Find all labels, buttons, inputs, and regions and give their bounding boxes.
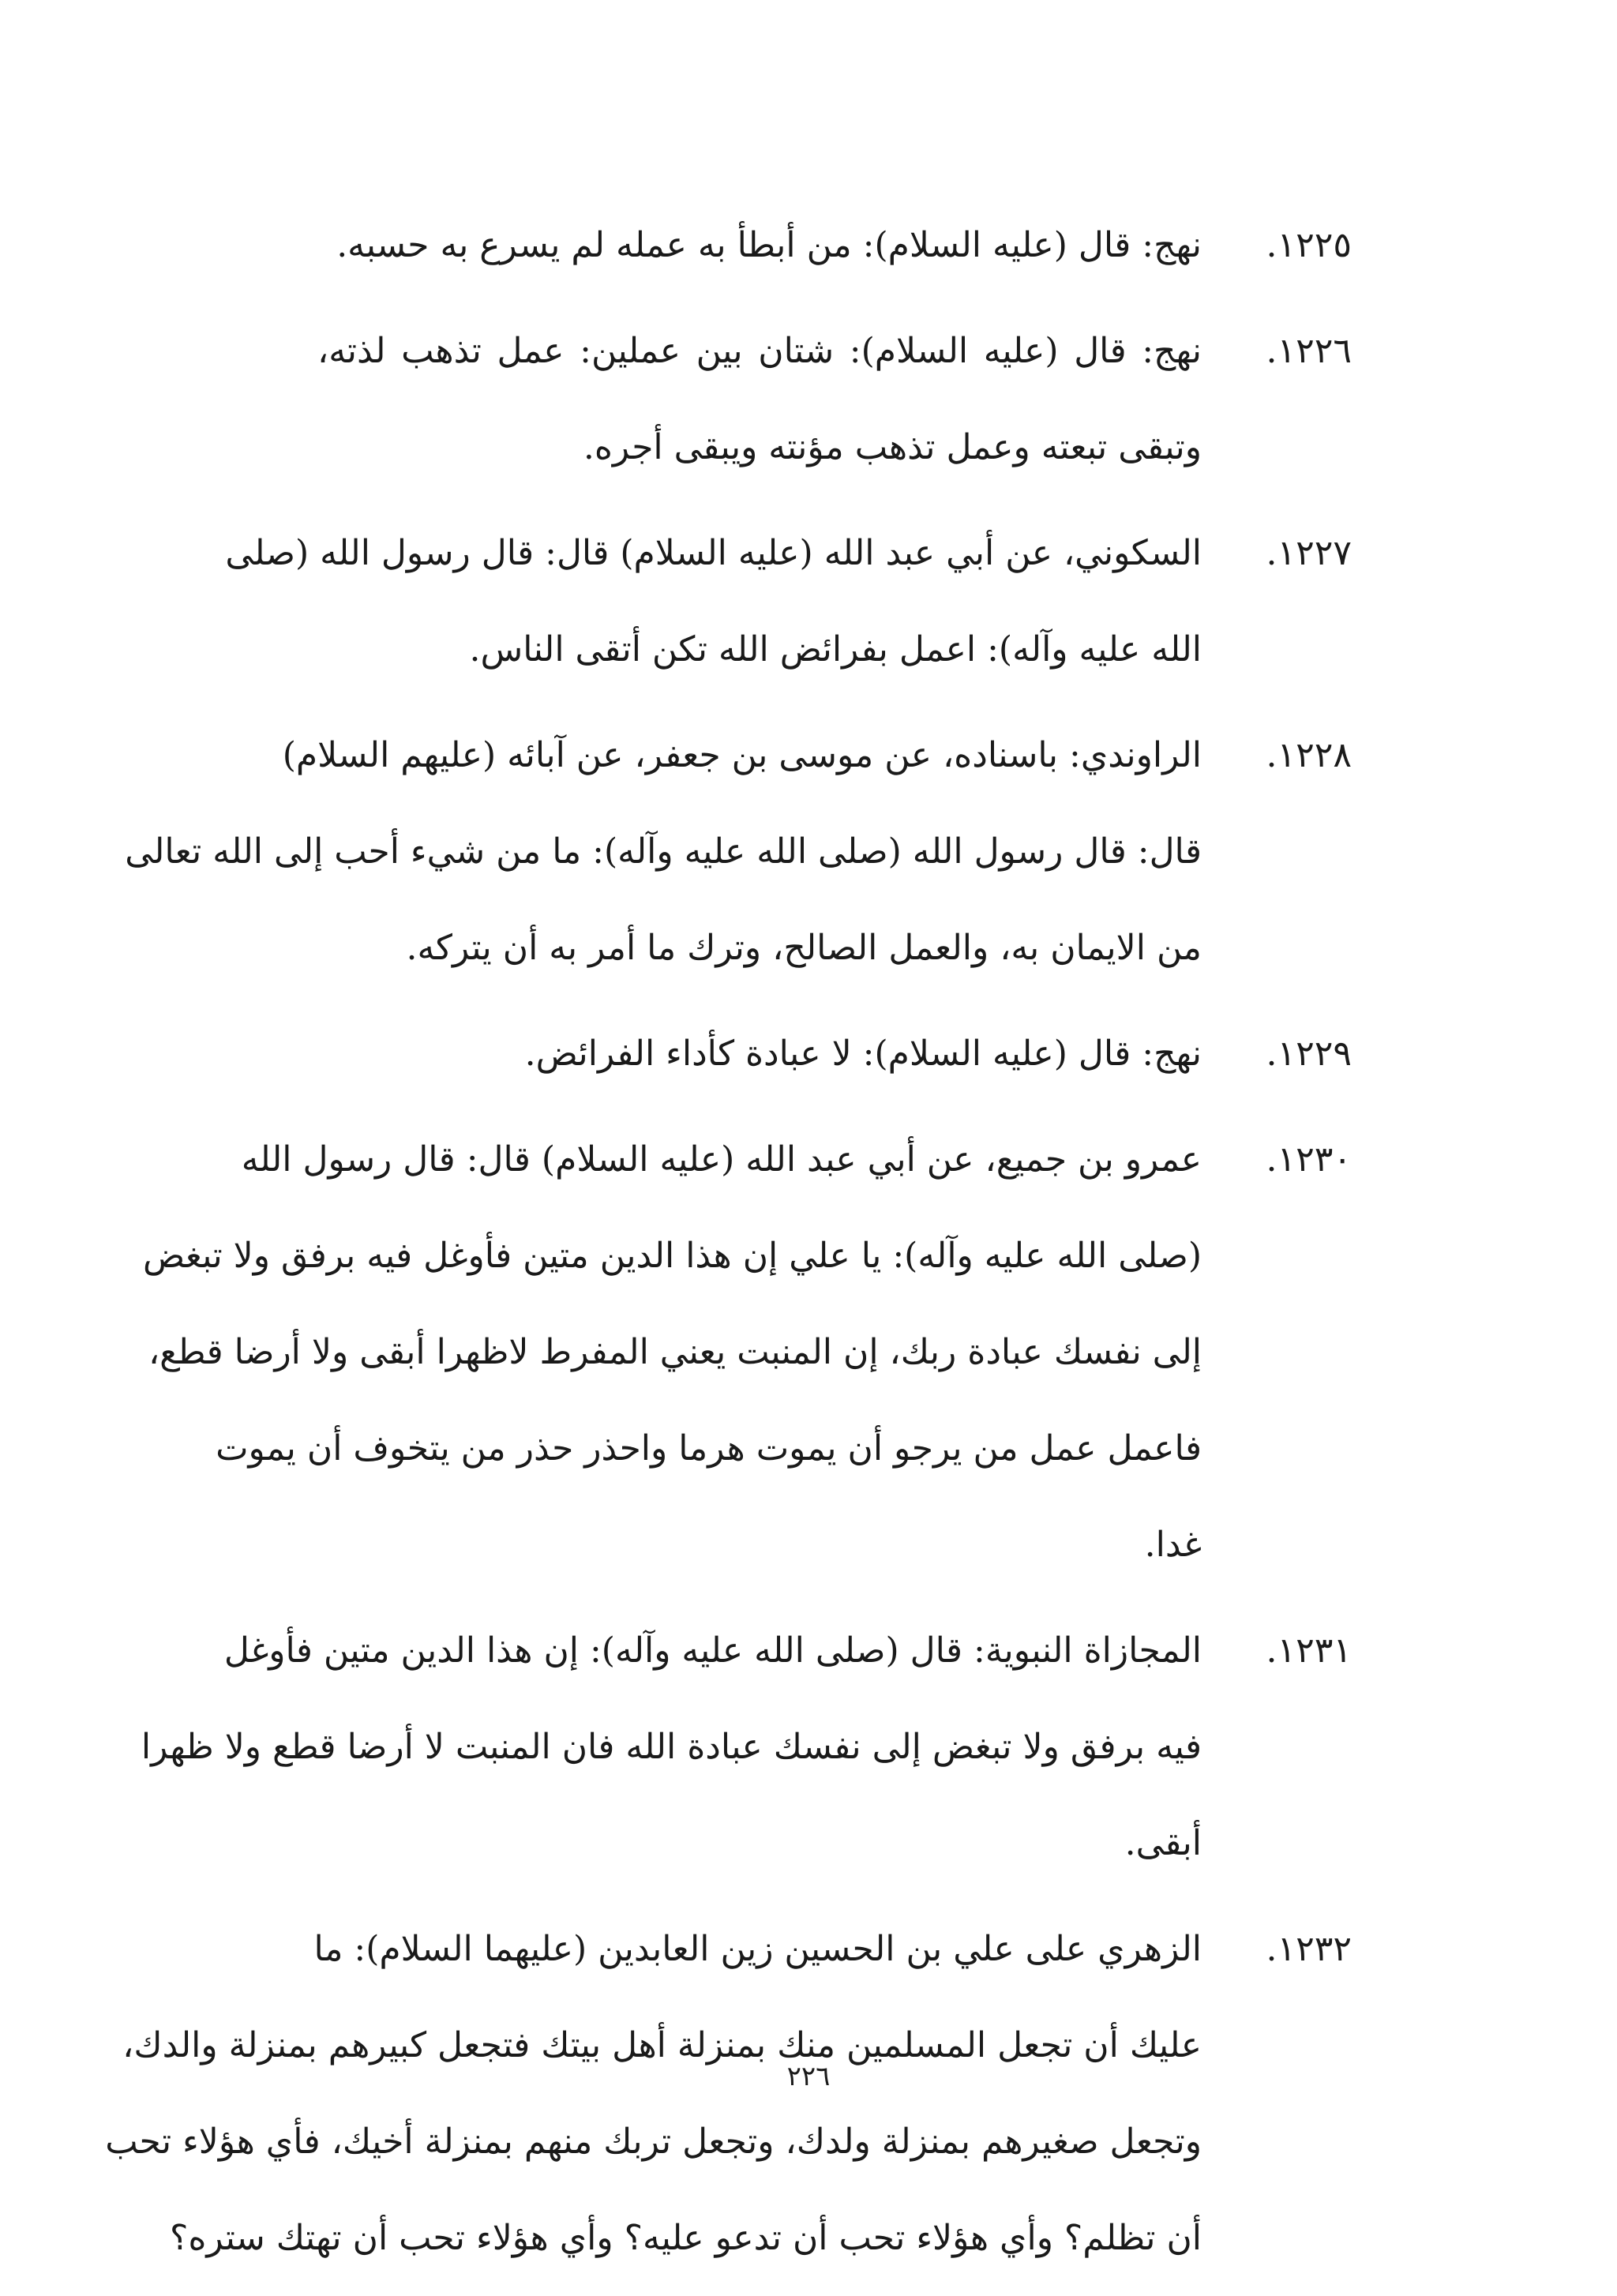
entry-continuation-line: أبقى. [1124,1823,1202,1863]
entry-1230 [143,1112,1352,1593]
entry-first-line [223,1603,1352,1699]
entry-text: الراوندي: باسناده، عن موسى بن جعفر، عن آبائه (عليهم السلام) [282,735,1202,775]
entry-number: ١٢٢٩. [1266,1034,1352,1074]
entry-1232 [105,1901,1352,2287]
entry-continuation-line: (صلى الله عليه وآله): يا علي إن هذا الدين متين فأوغل فيه برفق ولا تبغض [143,1236,1202,1276]
entry-1229 [317,1006,1352,1102]
entry-continuation-line: الله عليه وآله): اعمل بفرائض الله تكن أتقى الناس. [469,629,1202,670]
entry-continuation-line: وتجعل صغيرهم بمنزلة ولدك، وتجعل تربك منهم بمنزلة أخيك، فأي هؤلاء تحب [105,2122,1202,2162]
entry-text: نهج: قال (عليه السلام): من أبطأ به عمله لم يسرع به حسبه. [336,225,1202,265]
page-body [105,197,1352,2296]
entry-continuation-line: وتبقى تبعته وعمل تذهب مؤنته ويبقى أجره. [583,427,1202,467]
entry-continuation-line: فاعمل عمل من يرجو أن يموت هرما واحذر حذر من يتخوف أن يموت [216,1428,1202,1469]
entry-text: السكوني، عن أبي عبد الله (عليه السلام) قال: قال رسول الله (صلى [225,533,1202,573]
entry-first-line [241,1112,1352,1208]
entry-1225 [317,197,1352,294]
entry-first-line [282,707,1352,804]
entry-continuation-line: إلى نفسك عبادة ربك، إن المنبت يعني المفرط لاظهرا أبقى ولا أرضا قطع، [148,1332,1202,1372]
entry-number: ١٢٣٠. [1266,1139,1352,1180]
page-number: ٢٢٦ [786,2061,831,2092]
entry-number: ١٢٢٨. [1266,735,1352,775]
entry-1227 [225,505,1352,698]
entry-number: ١٢٢٥. [1266,225,1352,265]
entry-continuation-line: أن تظلم؟ وأي هؤلاء تحب أن تدعو عليه؟ وأي هؤلاء تحب أن تهتك ستره؟ [169,2218,1202,2258]
entry-text: عمرو بن جميع، عن أبي عبد الله (عليه السلام) قال: قال رسول الله [241,1139,1202,1180]
entry-text: نهج: قال (عليه السلام): لا عبادة كأداء الفرائض. [524,1034,1202,1074]
entry-number: ١٢٣١. [1266,1630,1352,1671]
entry-continuation-line: عليك أن تجعل المسلمين منك بمنزلة أهل بيتك فتجعل كبيرهم بمنزلة والدك، [122,2025,1202,2065]
entry-number: ١٢٢٧. [1266,533,1352,573]
entry-first-line [313,1901,1352,1998]
entry-continuation-line: قال: قال رسول الله (صلى الله عليه وآله): ما من شيء أحب إلى الله تعالى [125,831,1202,872]
entry-text: نهج: قال (عليه السلام): شتان بين عملين: عمل تذهب لذته، [317,331,1202,371]
entry-continuation-line: من الايمان به، والعمل الصالح، وترك ما أمر به أن يتركه. [406,928,1202,968]
entry-first-line [317,197,1352,294]
entry-number: ١٢٣٢. [1266,1929,1352,1969]
entry-text: الزهري على علي بن الحسين زين العابدين (عليهما السلام): ما [313,1929,1202,1969]
entry-1228 [125,707,1352,996]
entry-text: المجازاة النبوية: قال (صلى الله عليه وآله): إن هذا الدين متين فأوغل [223,1630,1202,1671]
entry-first-line [225,505,1352,602]
entry-continuation-line: غدا. [1144,1525,1202,1565]
entry-1231 [141,1603,1352,1892]
entry-number: ١٢٢٦. [1266,331,1352,371]
entry-1226 [317,303,1352,496]
entry-first-line [317,1006,1352,1102]
entry-continuation-line: فيه برفق ولا تبغض إلى نفسك عبادة الله فان المنبت لا أرضا قطع ولا ظهرا [141,1727,1202,1767]
entry-first-line [317,303,1352,400]
